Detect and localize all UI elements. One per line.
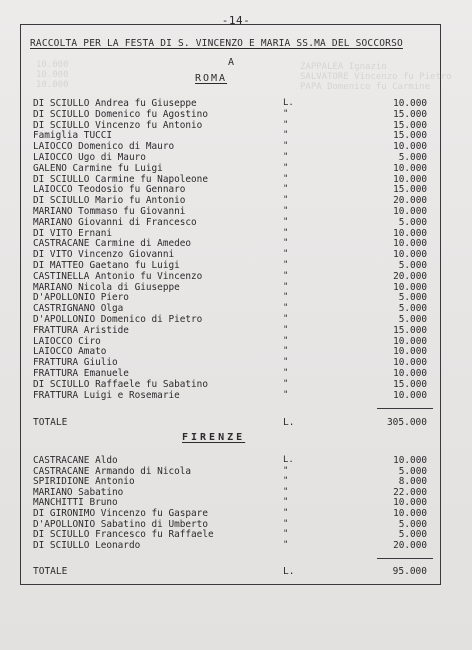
- donation-amount: 10.000: [393, 141, 427, 153]
- donation-amount: 5.000: [398, 152, 427, 163]
- donation-amount: 10.000: [393, 206, 427, 217]
- list-item: [33, 540, 433, 551]
- contributor-name: Famiglia TUCCI: [33, 130, 113, 142]
- donation-amount: 10.000: [393, 98, 427, 109]
- contributor-name: DI GIRONIMO Vincenzo fu Gaspare: [33, 508, 208, 519]
- contributor-name: CASTRIGNANO Olga: [33, 303, 124, 315]
- donation-amount: 5.000: [398, 292, 427, 304]
- list-item: [33, 260, 433, 271]
- list-item: [33, 466, 433, 477]
- contributor-name: DI SCIULLO Carmine fu Napoleone: [33, 173, 208, 185]
- ditto-mark: ": [283, 368, 289, 378]
- donation-amount: 10.000: [393, 227, 427, 239]
- donation-amount: 20.000: [393, 195, 427, 207]
- total-amount: 95.000: [392, 566, 427, 577]
- donation-amount: 10.000: [393, 173, 427, 185]
- city-heading-firenze: FIRENZE: [182, 432, 246, 443]
- ditto-mark: ": [283, 539, 289, 550]
- ditto-mark: ": [283, 303, 289, 314]
- list-item: [33, 303, 433, 314]
- donation-amount: 10.000: [393, 346, 427, 358]
- contributor-name: DI SCIULLO Domenico fu Agostino: [33, 108, 208, 120]
- list-item: [33, 195, 433, 206]
- total-row-firenze: [33, 566, 433, 578]
- list-item: [33, 163, 433, 174]
- ditto-mark: ": [283, 260, 289, 270]
- contributor-name: LAIOCCO Domenico di Mauro: [33, 141, 175, 153]
- ditto-mark: ": [283, 152, 289, 162]
- donation-amount: 10.000: [393, 249, 427, 261]
- contributor-name: DI SCIULLO Vincenzo fu Antonio: [33, 119, 203, 131]
- contributor-name: D'APOLLONIO Domenico di Pietro: [33, 314, 203, 325]
- contributor-name: DI MATTEO Gaetano fu Luigi: [33, 260, 180, 271]
- donation-amount: 5.000: [398, 529, 427, 541]
- currency-symbol: L.: [283, 455, 294, 465]
- list-item: [33, 497, 433, 508]
- list-item: [33, 152, 433, 163]
- ditto-mark: ": [283, 389, 289, 400]
- ditto-mark: ": [283, 162, 289, 173]
- donation-amount: 15.000: [393, 378, 427, 390]
- list-item: [33, 249, 433, 260]
- ditto-mark: ": [283, 529, 289, 540]
- donation-amount: 5.000: [398, 314, 427, 325]
- ditto-mark: ": [283, 518, 289, 529]
- contributor-name: DI SCIULLO Leonardo: [33, 539, 141, 551]
- contributor-name: FRATTURA Emanuele: [33, 368, 129, 379]
- ditto-mark: ": [283, 357, 289, 368]
- list-item: [33, 228, 433, 239]
- donation-amount: 20.000: [393, 539, 427, 551]
- ditto-mark: ": [283, 281, 289, 292]
- contributor-name: LAIOCCO Ugo di Mauro: [33, 152, 146, 163]
- contributor-name: LAIOCCO Teodosio fu Gennaro: [33, 184, 186, 196]
- contributor-name: DI SCIULLO Andrea fu Giuseppe: [33, 98, 197, 109]
- ditto-mark: ": [283, 486, 289, 497]
- ditto-mark: ": [283, 292, 289, 303]
- list-item: [33, 314, 433, 325]
- city-heading-roma: ROMA: [195, 73, 228, 84]
- contributor-name: D'APOLLONIO Sabatino di Umberto: [33, 518, 208, 530]
- ditto-mark: ": [283, 508, 289, 518]
- list-item: [33, 174, 433, 185]
- donation-amount: 10.000: [393, 357, 427, 369]
- contributor-name: CASTRACANE Aldo: [33, 455, 118, 466]
- ditto-mark: ": [283, 497, 289, 508]
- contributor-name: D'APOLLONIO Piero: [33, 292, 129, 304]
- ditto-mark: ": [283, 206, 289, 216]
- currency-symbol: L.: [283, 98, 294, 108]
- list-item: [33, 282, 433, 293]
- contributor-name: DI VITO Vincenzo Giovanni: [33, 249, 175, 261]
- ditto-mark: ": [283, 119, 289, 130]
- list-item: [33, 529, 433, 540]
- donation-amount: 5.000: [398, 260, 427, 271]
- section-letter: A: [228, 57, 235, 68]
- donation-amount: 10.000: [393, 497, 427, 509]
- list-item: [33, 238, 433, 249]
- contributor-name: SPIRIDIONE Antonio: [33, 476, 135, 488]
- contributor-name: DI SCIULLO Francesco fu Raffaele: [33, 529, 214, 541]
- ditto-mark: ": [283, 108, 289, 119]
- page-number: -14-: [221, 14, 251, 27]
- list-item: [33, 98, 433, 109]
- list-item: [33, 476, 433, 487]
- currency-symbol: L.: [283, 566, 295, 577]
- list-item: [33, 487, 433, 498]
- ditto-mark: ": [283, 476, 289, 487]
- document-header: RACCOLTA PER LA FESTA DI S. VINCENZO E MARIA SS.MA DEL SOCCORSO: [30, 38, 403, 49]
- contributor-name: DI SCIULLO Raffaele fu Sabatino: [33, 378, 208, 390]
- donation-amount: 22.000: [393, 486, 427, 498]
- contributor-name: FRATTURA Aristide: [33, 324, 129, 336]
- contributor-name: FRATTURA Giulio: [33, 357, 118, 369]
- contributor-name: DI VITO Ernani: [33, 227, 113, 239]
- donation-amount: 10.000: [393, 389, 427, 401]
- list-item: [33, 130, 433, 141]
- list-item: [33, 390, 433, 401]
- ditto-mark: ": [283, 314, 289, 324]
- bleed-through-text: 10.000 10.000 10.000: [36, 60, 69, 90]
- list-item: [33, 292, 433, 303]
- ditto-mark: ": [283, 249, 289, 260]
- contributor-name: LAIOCCO Ciro: [33, 335, 101, 347]
- list-item: [33, 336, 433, 347]
- donation-amount: 15.000: [393, 324, 427, 336]
- contributor-name: CASTRACANE Armando di Nicola: [33, 465, 192, 477]
- donation-amount: 15.000: [393, 119, 427, 131]
- list-item: [33, 206, 433, 217]
- donation-amount: 5.000: [398, 303, 427, 315]
- donation-amount: 20.000: [393, 270, 427, 282]
- list-item: [33, 217, 433, 228]
- ditto-mark: ": [283, 378, 289, 389]
- donation-amount: 15.000: [393, 130, 427, 142]
- ditto-mark: ": [283, 270, 289, 281]
- contributor-name: MANCHITTI Bruno: [33, 497, 118, 509]
- ditto-mark: ": [283, 141, 289, 152]
- list-item: [33, 368, 433, 379]
- list-item: [33, 184, 433, 195]
- bleed-through-text: ZAPPALEA Ignazio SALVATORE Vincenzo fu Pietro PAPA Domenico fu Carmine: [300, 62, 452, 92]
- ditto-mark: ": [283, 465, 289, 476]
- contributor-name: CASTINELLA Antonio fu Vincenzo: [33, 270, 203, 282]
- total-label: TOTALE: [33, 417, 68, 428]
- ditto-mark: ": [283, 227, 289, 238]
- list-item: [33, 120, 433, 131]
- donation-amount: 5.000: [398, 518, 427, 530]
- ditto-mark: ": [283, 184, 289, 195]
- total-row-roma: [33, 417, 433, 429]
- contributor-name: MARIANO Nicola di Giuseppe: [33, 281, 180, 293]
- donation-amount: 10.000: [393, 368, 427, 379]
- contributor-name: FRATTURA Luigi e Rosemarie: [33, 389, 180, 401]
- total-amount: 305.000: [386, 417, 427, 428]
- contributor-name: MARIANO Sabatino: [33, 486, 124, 498]
- donation-amount: 8.000: [398, 476, 427, 488]
- ditto-mark: ": [283, 346, 289, 357]
- list-item: [33, 379, 433, 390]
- ditto-mark: ": [283, 130, 289, 141]
- contributor-name: LAIOCCO Amato: [33, 346, 107, 358]
- donation-amount: 5.000: [398, 465, 427, 477]
- donation-amount: 10.000: [393, 281, 427, 293]
- ditto-mark: ": [283, 335, 289, 346]
- contributor-name: CASTRACANE Carmine di Amedeo: [33, 238, 192, 250]
- contributor-name: DI SCIULLO Mario fu Antonio: [33, 195, 186, 207]
- donation-amount: 5.000: [398, 216, 427, 228]
- list-item: [33, 325, 433, 336]
- ditto-mark: ": [283, 238, 289, 249]
- currency-symbol: L.: [283, 417, 295, 428]
- ditto-mark: ": [283, 324, 289, 335]
- list-item: [33, 508, 433, 519]
- contributor-name: MARIANO Giovanni di Francesco: [33, 216, 197, 228]
- total-rule: [377, 558, 433, 559]
- ditto-mark: ": [283, 195, 289, 206]
- donation-amount: 10.000: [393, 455, 427, 466]
- list-item: [33, 519, 433, 530]
- list-item: [33, 455, 433, 466]
- total-label: TOTALE: [33, 566, 68, 577]
- contributor-name: GALENO Carmine fu Luigi: [33, 162, 163, 174]
- contributor-name: MARIANO Tommaso fu Giovanni: [33, 206, 186, 217]
- total-rule: [377, 408, 433, 409]
- ditto-mark: ": [283, 173, 289, 184]
- donation-amount: 10.000: [393, 335, 427, 347]
- ditto-mark: ": [283, 216, 289, 227]
- list-item: [33, 271, 433, 282]
- list-item: [33, 141, 433, 152]
- donation-amount: 15.000: [393, 184, 427, 196]
- donation-amount: 10.000: [393, 508, 427, 519]
- list-item: [33, 357, 433, 368]
- list-item: [33, 109, 433, 120]
- list-item: [33, 346, 433, 357]
- donation-amount: 10.000: [393, 238, 427, 250]
- donation-amount: 10.000: [393, 162, 427, 174]
- donation-amount: 15.000: [393, 108, 427, 120]
